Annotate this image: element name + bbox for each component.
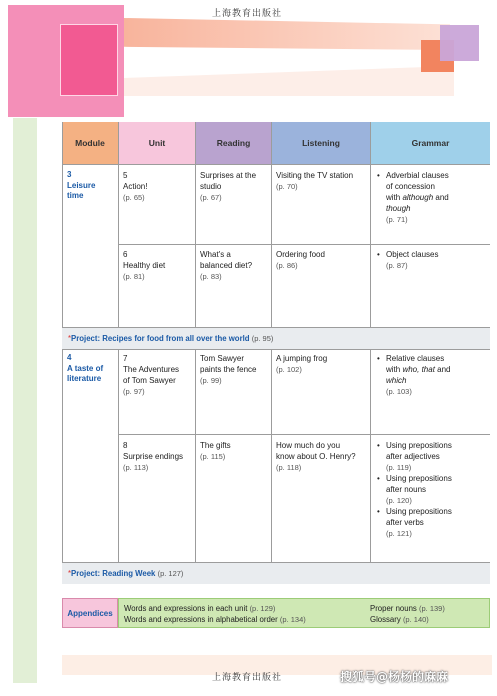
reading-text: Tom Sawyer xyxy=(200,354,245,363)
project-title: Project: Reading Week xyxy=(71,569,156,578)
unit-number: 6 xyxy=(123,250,128,259)
grammar-text: after verbs xyxy=(386,518,424,527)
grammar-page: (p. 87) xyxy=(386,261,408,270)
grammar-text: after nouns xyxy=(386,485,427,494)
appendix-entry xyxy=(124,603,306,614)
appendix-page: (p. 129) xyxy=(249,604,276,613)
reading-text: Surprises at the xyxy=(200,171,257,180)
listening-text: Ordering food xyxy=(276,250,325,259)
listening-page: (p. 70) xyxy=(276,182,298,191)
appendix-text: Words and expressions in each unit xyxy=(124,604,248,613)
grammar-page: (p. 71) xyxy=(386,215,408,224)
listening-unit-8 xyxy=(276,440,370,473)
project-title: Project: Recipes for food from all over the world xyxy=(71,334,250,343)
appendix-text: Glossary xyxy=(370,615,401,624)
reading-text: studio xyxy=(200,182,222,191)
reading-unit-5 xyxy=(200,170,270,203)
appendix-page: (p. 140) xyxy=(402,615,429,624)
grammar-text xyxy=(386,192,487,203)
appendix-right xyxy=(370,603,445,625)
grammar-unit-7 xyxy=(375,353,487,397)
grammar-text: • Adverbial clauses xyxy=(386,171,449,180)
header-module: Module xyxy=(62,122,118,164)
grammar-text: • Object clauses xyxy=(386,250,439,259)
listening-text: A jumping frog xyxy=(276,354,328,363)
grammar-keyword: although xyxy=(402,193,434,202)
module-number: 3 xyxy=(67,170,72,179)
appendix-entry xyxy=(370,603,445,614)
unit-page: (p. 65) xyxy=(123,193,145,202)
grammar-page: (p. 119) xyxy=(386,463,412,472)
publisher-top: 上海教育出版社 xyxy=(212,9,283,19)
appendix-left xyxy=(124,603,306,625)
unit-number: 7 xyxy=(123,354,128,363)
appendix-entry xyxy=(124,614,306,625)
listening-unit-7 xyxy=(276,353,370,375)
grammar-page: (p. 103) xyxy=(386,387,412,396)
reading-unit-6 xyxy=(200,249,270,282)
module-title-line: literature xyxy=(67,374,102,383)
listening-text: How much do you xyxy=(276,441,341,450)
grammar-keyword: though xyxy=(386,204,411,213)
left-green-strip xyxy=(13,118,37,683)
module-title-line: time xyxy=(67,191,84,200)
listening-text: Visiting the TV station xyxy=(276,171,354,180)
unit-page: (p. 81) xyxy=(123,272,145,281)
header-listening: Listening xyxy=(272,122,370,164)
appendices-title: Appendices xyxy=(67,608,113,618)
listening-unit-6 xyxy=(276,249,370,271)
appendix-page: (p. 139) xyxy=(418,604,445,613)
listening-page: (p. 118) xyxy=(276,463,302,472)
grammar-text: and xyxy=(434,365,451,374)
publisher-bottom: 上海教育出版社 xyxy=(212,673,283,683)
module-3-label xyxy=(67,170,115,202)
appendices-body xyxy=(118,598,490,628)
unit-number: 8 xyxy=(123,441,128,450)
header-unit: Unit xyxy=(119,122,195,164)
header-grammar: Grammar xyxy=(371,122,490,164)
appendix-page: (p. 134) xyxy=(279,615,306,624)
top-right-purple-square xyxy=(440,25,479,61)
unit-title: Action! xyxy=(123,182,148,191)
watermark-text: 搜狐号@杨杨的麻麻 xyxy=(340,670,449,684)
grammar-text: after adjectives xyxy=(386,452,440,461)
reading-page: (p. 67) xyxy=(200,193,222,202)
unit-page: (p. 113) xyxy=(123,463,149,472)
grammar-text: • Using prepositions xyxy=(386,507,452,516)
unit-title: Surprise endings xyxy=(123,452,184,461)
reading-page: (p. 99) xyxy=(200,376,222,385)
unit-title: The Adventures xyxy=(123,365,180,374)
grammar-text: with xyxy=(386,365,403,374)
unit-8 xyxy=(123,440,193,473)
grammar-page: (p. 120) xyxy=(386,496,412,505)
watermark xyxy=(340,668,448,685)
project-page: (p. 95) xyxy=(251,334,274,343)
reading-page: (p. 115) xyxy=(200,452,226,461)
reading-unit-7 xyxy=(200,353,270,386)
grammar-unit-6 xyxy=(375,249,487,271)
listening-text: know about O. Henry? xyxy=(276,452,356,461)
grammar-text: with xyxy=(386,193,403,202)
project-row-module-3 xyxy=(62,328,490,349)
grammar-item xyxy=(386,353,487,397)
reading-text: paints the fence xyxy=(200,365,257,374)
appendix-text: Words and expressions in alphabetical order xyxy=(124,615,278,624)
reading-page: (p. 83) xyxy=(200,272,222,281)
listening-page: (p. 86) xyxy=(276,261,298,270)
grammar-item xyxy=(386,170,487,225)
listening-unit-5 xyxy=(276,170,370,192)
grammar-text: • Relative clauses xyxy=(386,354,445,363)
grammar-item xyxy=(386,506,487,539)
top-left-pink-inner xyxy=(60,24,118,96)
reading-unit-8 xyxy=(200,440,270,462)
appendices-label xyxy=(62,598,118,628)
grammar-page: (p. 121) xyxy=(386,529,412,538)
appendix-text: Proper nouns xyxy=(370,604,417,613)
unit-7 xyxy=(123,353,193,397)
listening-page: (p. 102) xyxy=(276,365,302,374)
module-number: 4 xyxy=(67,353,72,362)
grammar-item xyxy=(386,249,487,271)
grammar-text: • Using prepositions xyxy=(386,474,452,483)
top-light-band xyxy=(124,66,454,96)
grammar-text xyxy=(386,364,487,375)
asterisk: * xyxy=(68,334,72,343)
module-title-line: A taste of xyxy=(67,363,104,373)
module-4-label xyxy=(67,353,117,385)
unit-number: 5 xyxy=(123,171,128,180)
grammar-item xyxy=(386,473,487,506)
top-peach-band xyxy=(124,18,450,50)
project-page: (p. 127) xyxy=(157,569,184,578)
header-reading: Reading xyxy=(196,122,271,164)
grammar-keyword: who, that xyxy=(402,365,435,374)
grammar-keyword: which xyxy=(386,376,407,385)
grammar-item xyxy=(386,440,487,473)
grammar-unit-5 xyxy=(375,170,487,225)
project-row-module-4 xyxy=(62,563,490,584)
unit-title: of Tom Sawyer xyxy=(123,376,176,385)
asterisk: * xyxy=(68,569,72,578)
unit-title: Healthy diet xyxy=(123,261,166,270)
unit-5 xyxy=(123,170,193,203)
unit-page: (p. 97) xyxy=(123,387,145,396)
reading-text: The gifts xyxy=(200,441,231,450)
reading-text: What's a xyxy=(200,250,231,259)
grammar-text: • Using prepositions xyxy=(386,441,452,450)
grammar-unit-8 xyxy=(375,440,487,539)
reading-text: balanced diet? xyxy=(200,261,253,270)
grammar-text: and xyxy=(433,193,449,202)
grammar-text: of concession xyxy=(386,182,435,191)
contents-table xyxy=(62,122,490,578)
unit-6 xyxy=(123,249,193,282)
module-title-line: Leisure xyxy=(67,180,96,190)
appendix-entry xyxy=(370,614,445,625)
